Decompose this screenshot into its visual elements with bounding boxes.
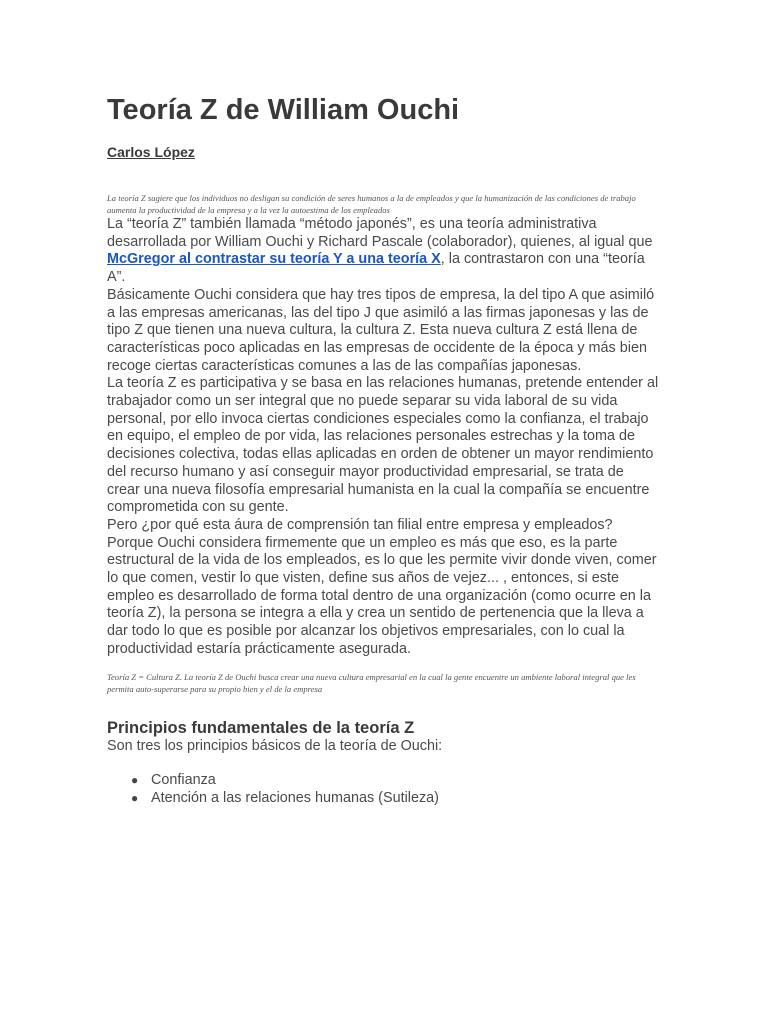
- list-item-label: Atención a las relaciones humanas (Sutileza): [151, 790, 439, 807]
- list-item: [131, 789, 660, 807]
- paragraph-4: Pero ¿por qué esta áura de comprensión tan filial entre empresa y empleados? Porque Ouchi considera firmemente que un empleo es más que eso, es la parte estructural de la vida de los empleados, es lo que les permite vivir donde viven, comer lo que comen, vestir lo que visten, define sus años de vejez... , entonces, si este empleo es desarrollado de forma total dentro de una organización (como ocurre en la teoría Z), la persona se integra a ella y crea un sentido de pertenencia que la lleva a dar todo lo que es posible por alcanzar los objetivos empresariales, con lo cual la productividad estaría prácticamente asegurada.: [107, 516, 657, 657]
- mcgregor-link[interactable]: McGregor al contrastar su teoría Y a una teoría X: [107, 251, 441, 268]
- bullet-icon: ●: [131, 791, 139, 806]
- paragraph-2: Básicamente Ouchi considera que hay tres tipos de empresa, la del tipo A que asimiló a las empresas americanas, las del tipo J que asimiló a las firmas japonesas y las de tipo Z que tienen una nueva cultura, la cultura Z. Esta nueva cultura Z está llena de características poco aplicadas en las empresas de occidente de la época y más bien recoge ciertas características comunes a las de las compañías japonesas.: [107, 286, 655, 374]
- bullet-icon: ●: [131, 773, 139, 788]
- page-title: Teoría Z de William Ouchi: [107, 94, 460, 126]
- author-link[interactable]: Carlos López: [107, 144, 195, 160]
- list-item: [131, 771, 660, 789]
- image-caption-2: Teoría Z = Cultura Z. La teoría Z de Ouchi busca crear una nueva cultura empresarial en la cual la gente encuentre un ambiente laboral integral que les permita auto-superarse para su propio bien y el de la empresa: [107, 671, 636, 694]
- paragraph-1-tail: , la contrastaron con una “teoría A”.: [107, 251, 645, 286]
- section-heading: Principios fundamentales de la teoría Z: [107, 718, 415, 737]
- paragraph-1-text: La “teoría Z” también llamada “método japonés”, es una teoría administrativa desarrollada por William Ouchi y Richard Pascale (colaborador), quienes, al igual que: [107, 216, 653, 250]
- paragraph-3: La teoría Z es participativa y se basa en las relaciones humanas, pretende entender al trabajador como un ser integral que no puede separar su vida laboral de su vida personal, por ello invoca ciertas condiciones especiales como la confianza, el trabajo en equipo, el empleo de por vida, las relaciones personales estrechas y la toma de decisiones colectiva, todas ellas aplicadas en orden de obtener un mayor rendimiento del recurso humano y así conseguir mayor productividad empresarial, se trata de crear una nueva filosofía empresarial humanista en la cual la compañía se encuentre comprometida con su gente.: [107, 375, 659, 516]
- principles-list: [107, 771, 660, 807]
- list-item-label: Confianza: [151, 772, 216, 789]
- image-caption: La teoría Z sugiere que los individuos no desligan su condición de seres humanos a la de empleados y que la humanización de las condiciones de trabajo aumenta la productividad de la empresa y a la vez la autoestima de los empleados: [107, 193, 636, 215]
- section-intro: Son tres los principios básicos de la teoría de Ouchi:: [107, 737, 443, 754]
- paragraph-1: [107, 216, 660, 287]
